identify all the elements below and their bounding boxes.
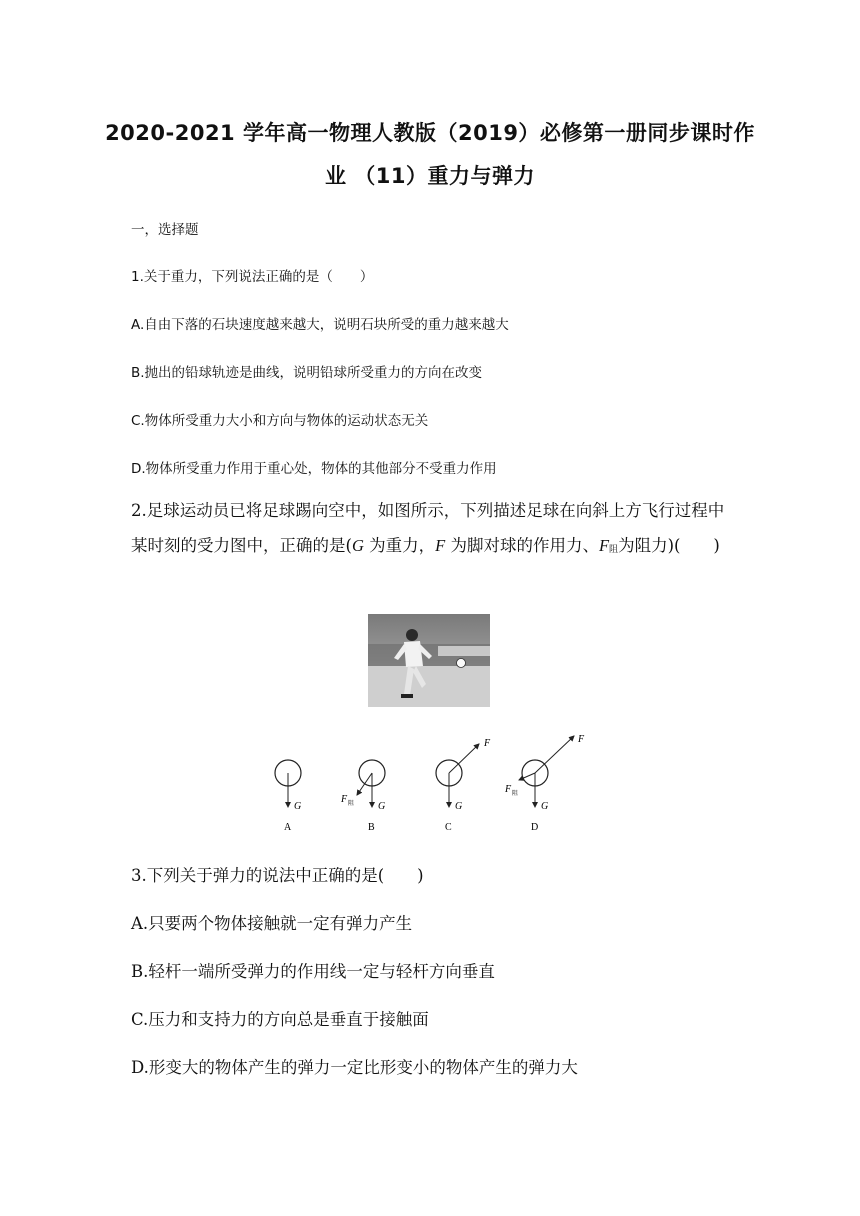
diagram-b [340,760,385,833]
section-heading: 一，选择题 [131,222,199,238]
label-f-c: F [484,738,491,749]
label-zu-b: 阻 [348,801,355,807]
label-g-b: G [378,801,386,812]
diagram-d [504,734,585,833]
label-fzu-d: F [505,784,512,795]
q2-stem: 2.足球运动员已将足球踢向空中，如图所示，下列描述足球在向斜上方飞行过程中某时刻的受力图中，正确的是(G 为重力，F 为脚对球的作用力、F阻为阻力)( ) [131,501,725,555]
q1-option-d: D.物体所受重力作用于重心处，物体的其他部分不受重力作用 [131,461,497,477]
label-fzu-b: F [341,794,348,805]
label-d: D [531,822,539,833]
q3-option-b: B.轻杆一端所受弹力的作用线一定与轻杆方向垂直 [131,962,495,981]
label-b: B [368,822,375,833]
label-zu-d: 阻 [512,791,519,797]
label-c: C [445,822,452,833]
q3-option-a: A.只要两个物体接触就一定有弹力产生 [131,914,413,933]
symbol-g: G [351,536,364,555]
q3-stem: 3.下列关于弹力的说法中正确的是( ) [131,866,424,885]
label-f-d: F [578,734,585,745]
diagram-a [275,760,301,833]
label-g-d: G [541,801,549,812]
football-player-photo [368,614,490,707]
symbol-f-zu: F [598,536,610,555]
document-title-line2: 业 （11）重力与弹力 [324,164,536,188]
diagram-c [436,738,491,833]
q3-option-c: C.压力和支持力的方向总是垂直于接触面 [131,1010,429,1029]
q1-option-a: A.自由下落的石块速度越来越大，说明石块所受的重力越来越大 [131,317,509,333]
q1-option-b: B.抛出的铅球轨迹是曲线，说明铅球所受重力的方向在改变 [131,365,483,381]
q3-option-d: D.形变大的物体产生的弹力一定比形变小的物体产生的弹力大 [131,1058,578,1077]
label-a: A [284,822,292,833]
symbol-f: F [435,536,446,555]
label-g-c: G [455,801,463,812]
q1-option-c: C.物体所受重力大小和方向与物体的运动状态无关 [131,413,429,429]
label-g-a: G [294,801,302,812]
q1-stem: 1.关于重力，下列说法正确的是（ ） [131,269,374,285]
force-diagram-figure [265,728,595,838]
document-title-line1: 2020-2021 学年高一物理人教版（2019）必修第一册同步课时作 [105,121,755,145]
